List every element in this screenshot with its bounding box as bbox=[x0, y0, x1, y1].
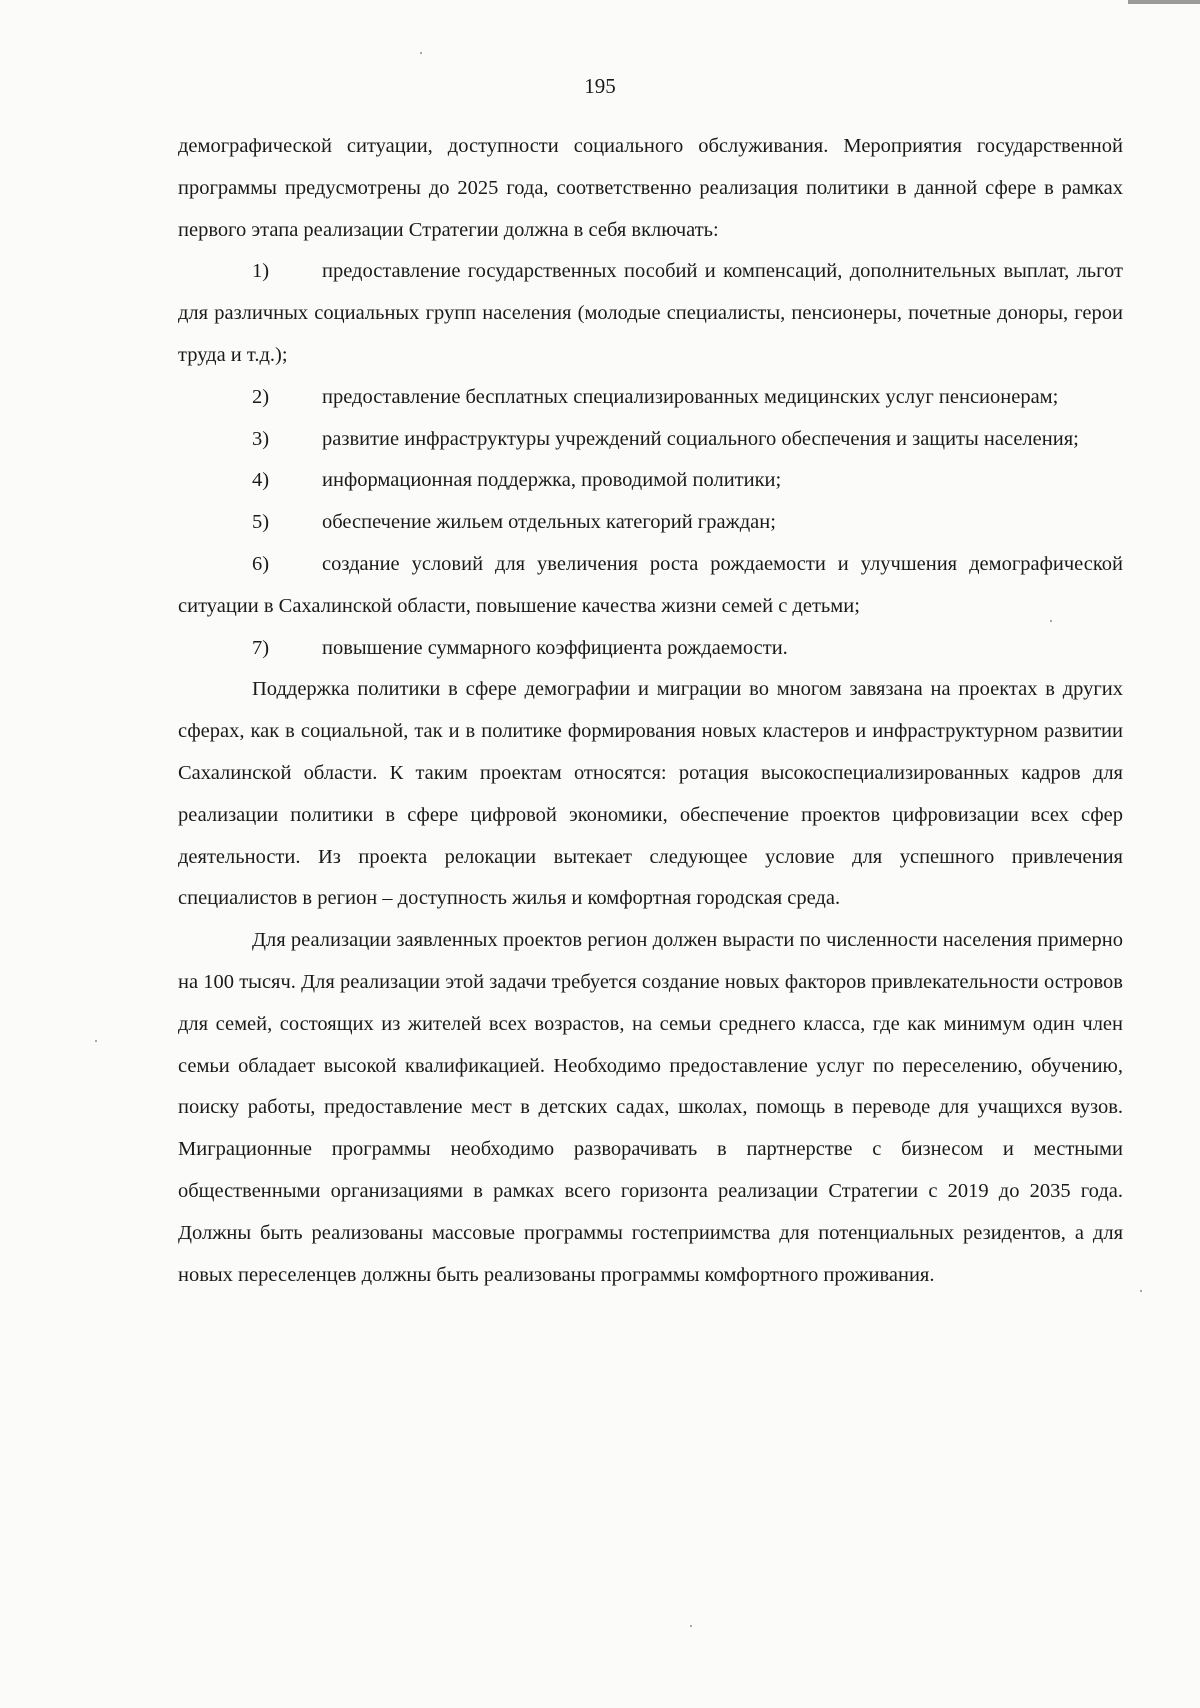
list-item bbox=[178, 377, 1123, 419]
scan-speck bbox=[95, 1040, 97, 1042]
list-item-text: повышение суммарного коэффициента рождаемости. bbox=[322, 636, 788, 659]
scan-speck bbox=[420, 52, 422, 54]
list-item-text: информационная поддержка, проводимой политики; bbox=[322, 469, 782, 492]
list-item bbox=[178, 502, 1123, 544]
list-item-text: обеспечение жильем отдельных категорий граждан; bbox=[322, 511, 776, 534]
list-item-number: 7) bbox=[252, 636, 270, 659]
list-item-number: 3) bbox=[252, 427, 270, 450]
list-item-number: 5) bbox=[252, 511, 270, 534]
document-body bbox=[178, 126, 1123, 1296]
paragraph-body: Для реализации заявленных проектов регион должен вырасти по численности населения примерно на 100 тысяч. Для реализации этой задачи требуется создание новых факторов привлекательности островов для семей, состоящих из жителей всех возрастов, на семьи среднего класса, где как минимум один член семьи обладает высокой квалификацией. Необходимо предоставление услуг по переселению, обучению, поиску работы, предоставление мест в детских садах, школах, помощь в переводе для учащихся вузов. Миграционные программы необходимо разворачивать в партнерстве с бизнесом и местными общественными организациями в рамках всего горизонта реализации Стратегии с 2019 до 2035 года. Должны быть реализованы массовые программы гостеприимства для потенциальных резидентов, а для новых переселенцев должны быть реализованы программы комфортного проживания. bbox=[178, 929, 1123, 1286]
list-item-number: 2) bbox=[252, 385, 270, 408]
list-item bbox=[178, 419, 1123, 461]
list-item-number: 6) bbox=[252, 552, 270, 575]
list-item-number: 1) bbox=[252, 260, 270, 283]
paragraph-intro: демографической ситуации, доступности социального обслуживания. Мероприятия государственной программы предусмотрены до 2025 года, соответственно реализация политики в данной сфере в рамках первого этапа реализации Стратегии должна в себя включать: bbox=[178, 135, 1123, 241]
list-item bbox=[178, 460, 1123, 502]
scan-edge-mark bbox=[1128, 0, 1200, 4]
list-item bbox=[178, 251, 1123, 376]
list-item-text: предоставление государственных пособий и компенсаций, дополнительных выплат, льгот для различных социальных групп населения (молодые специалисты, пенсионеры, почетные доноры, герои труда и т.д.); bbox=[178, 260, 1123, 366]
list-item-text: создание условий для увеличения роста рождаемости и улучшения демографической ситуации в Сахалинской области, повышение качества жизни семей с детьми; bbox=[178, 552, 1123, 617]
paragraph-body: Поддержка политики в сфере демографии и миграции во многом завязана на проектах в других сферах, как в социальной, так и в политике формирования новых кластеров и инфраструктурном развитии Сахалинской области. К таким проектам относятся: ротация высокоспециализированных кадров для реализации политики в сфере цифровой экономики, обеспечение проектов цифровизации всех сфер деятельности. Из проекта релокации вытекает следующее условие для успешного привлечения специалистов в регион – доступность жилья и комфортная городская среда. bbox=[178, 678, 1123, 910]
scan-speck bbox=[1140, 1290, 1142, 1292]
list-item bbox=[178, 544, 1123, 628]
list-item-text: развитие инфраструктуры учреждений социального обеспечения и защиты населения; bbox=[322, 427, 1079, 450]
list-item-text: предоставление бесплатных специализированных медицинских услуг пенсионерам; bbox=[322, 385, 1059, 408]
scan-speck bbox=[690, 1625, 692, 1627]
list-item bbox=[178, 628, 1123, 670]
list-item-number: 4) bbox=[252, 469, 270, 492]
page-number: 195 bbox=[584, 74, 616, 98]
